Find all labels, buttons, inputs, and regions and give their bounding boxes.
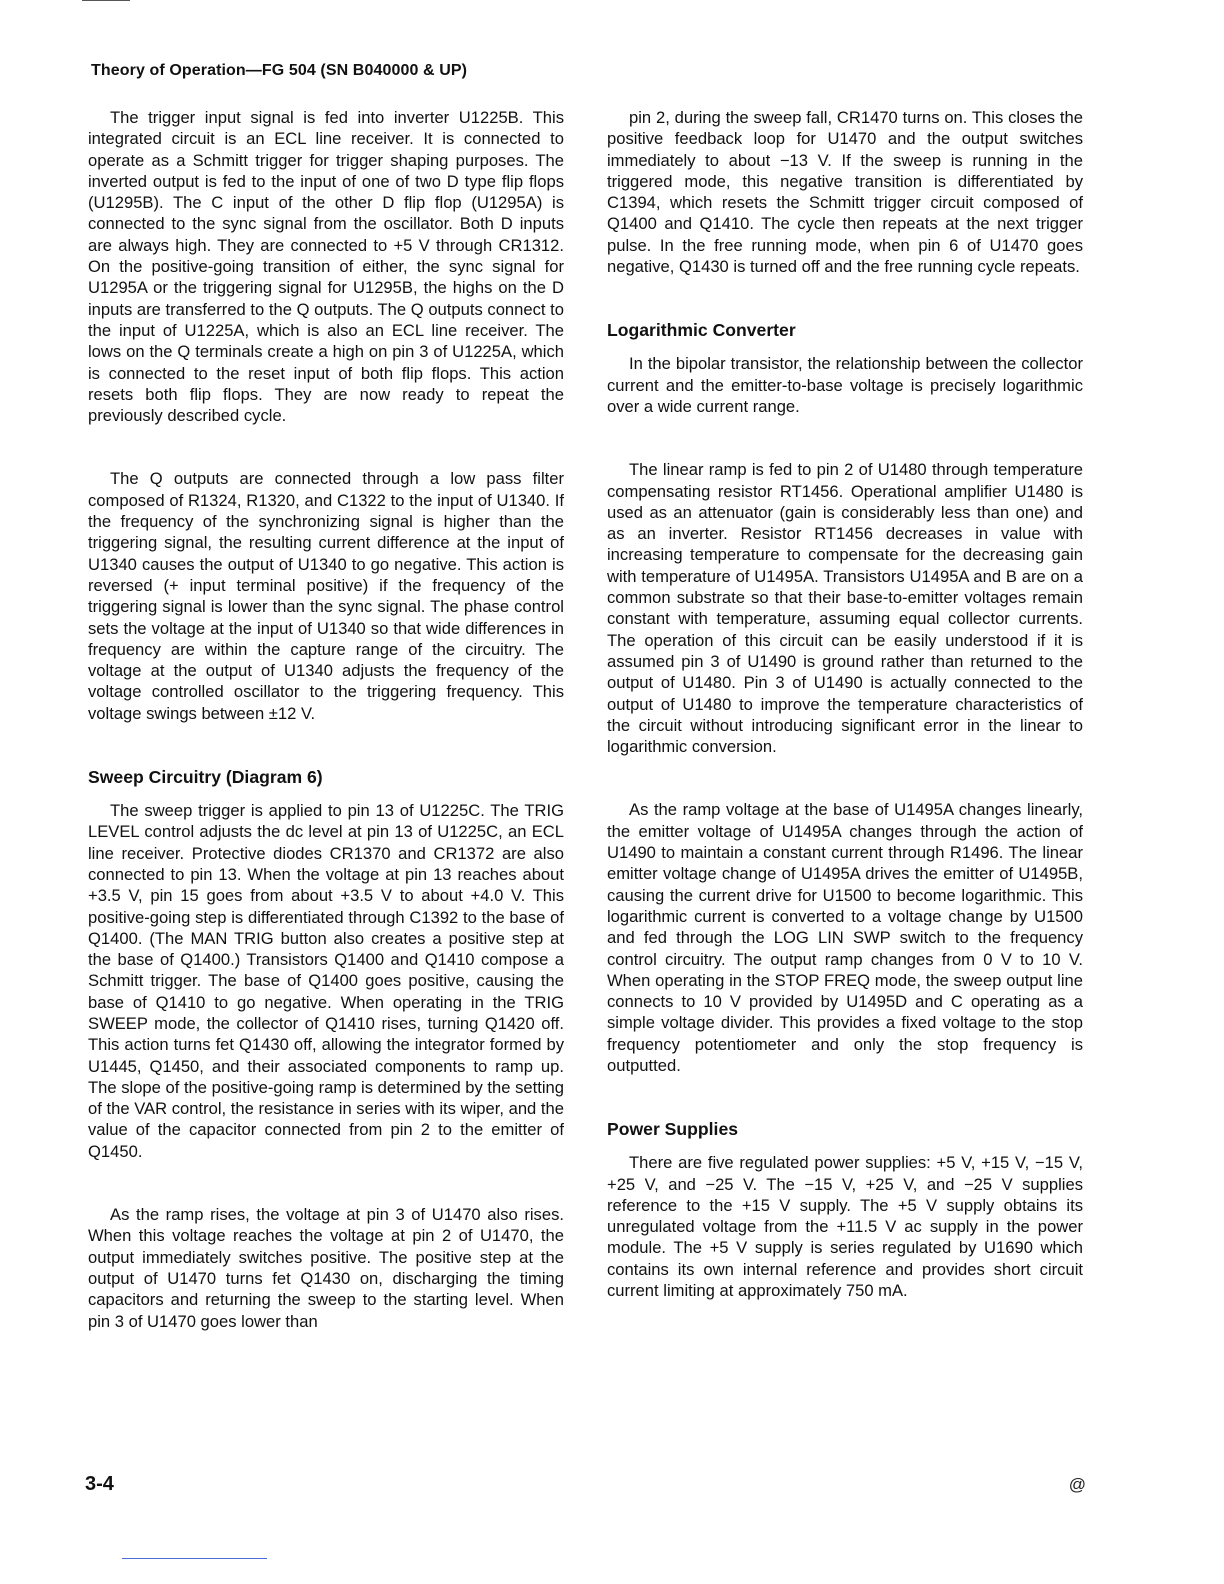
- page-number: 3-4: [85, 1473, 114, 1495]
- left-paragraph-ramp-rises: As the ramp rises, the voltage at pin 3 of U1470 also rises. When this voltage reaches the voltage at pin 2 of U1470, the output immediately switches positive. The positive step at the output of U1470 turns fet Q1430 on, discharging the timing capacitors and returning the sweep to the starting level. When pin 3 of U1470 goes lower than: [88, 1205, 564, 1331]
- heading-sweep-circuitry: Sweep Circuitry (Diagram 6): [88, 767, 323, 788]
- right-paragraph-sweep-fall: pin 2, during the sweep fall, CR1470 turns on. This closes the positive feedback loop for U1470 and the output switches immediately to about −13 V. If the sweep is running in the triggered mode, this negative transition is differentiated by C1394, which resets the Schmitt trigger circuit composed of Q1400 and Q1410. The cycle then repeats at the next trigger pulse. In the free running mode, when pin 6 of U1470 goes negative, Q1430 is turned off and the free running cycle repeats.: [607, 108, 1083, 277]
- left-paragraph-trigger-input: The trigger input signal is fed into inverter U1225B. This integrated circuit is an ECL line receiver. It is connected to operate as a Schmitt trigger for trigger shaping purposes. The inverted output is fed to the input of one of two D type flip flops (U1295B). The C input of the other D flip flop (U1295A) is connected to the sync signal from the oscillator. Both D inputs are always high. They are connected to +5 V through CR1312. On the positive-going transition of either, the sync signal for U1295A or the triggering signal for U1295B, the highs on the D inputs are transferred to the Q outputs. The Q outputs connect to the input of U1225A, which is also an ECL line receiver. The lows on the Q terminals create a high on pin 3 of U1225A, which is connected to the reset input of both flip flops. This action resets both flip flops. They are now ready to repeat the previously described cycle.: [88, 108, 564, 426]
- bottom-rule: [122, 1558, 267, 1559]
- left-paragraph-q-outputs: The Q outputs are connected through a low pass filter composed of R1324, R1320, and C1322 to the input of U1340. If the frequency of the synchronizing signal is higher than the triggering signal, the resulting current difference at the input of U1340 causes the output of U1340 to go negative. This action is reversed (+ input terminal positive) if the frequency of the triggering signal is lower than the sync signal. The phase control sets the voltage at the input of U1340 so that wide differences in frequency are within the capture range of the circuitry. The voltage at the output of U1340 adjusts the frequency of the voltage controlled oscillator to the triggering frequency. This voltage swings between ±12 V.: [88, 469, 564, 723]
- right-column: [607, 107, 1083, 1301]
- right-paragraph-bipolar-transistor: In the bipolar transistor, the relationship between the collector current and the emitter-to-base voltage is precisely logarithmic over a wide current range.: [607, 354, 1083, 416]
- right-paragraph-linear-ramp: The linear ramp is fed to pin 2 of U1480 through temperature compensating resistor RT1456. Operational amplifier U1480 is used as an attenuator (gain is considerably less than one) and as an inverter. Resistor RT1456 decreases in value with increasing temperature to compensate for the decreasing gain with temperature of U1495A. Transistors U1495A and B are on a common substrate so that their base-to-emitter voltages remain constant with temperature, assuming equal collector currents. The operation of this circuit can be easily understood if it is assumed pin 3 of U1490 is ground rather than returned to the output of U1480. Pin 3 of U1490 is actually connected to the output of U1480 to improve the temperature characteristics of the circuit without introducing significant error in the linear to logarithmic conversion.: [607, 460, 1083, 757]
- heading-logarithmic-converter: Logarithmic Converter: [607, 320, 796, 341]
- right-paragraph-ramp-voltage: As the ramp voltage at the base of U1495A changes linearly, the emitter voltage of U1495A changes through the action of U1490 to maintain a constant current through R1496. The linear emitter voltage change of U1495A drives the emitter of U1495B, causing the current drive for U1500 to become logarithmic. This logarithmic current is converted to a voltage change by U1500 and fed through the LOG LIN SWP switch to the frequency control circuitry. The output ramp changes from 0 V to 10 V. When operating in the STOP FREQ mode, the sweep output line connects to 10 V provided by U1495D and C operating as a simple voltage divider. This provides a fixed voltage to the stop frequency potentiometer and only the stop frequency is outputted.: [607, 800, 1083, 1075]
- footer-mark: @: [1068, 1475, 1086, 1494]
- heading-power-supplies: Power Supplies: [607, 1119, 739, 1140]
- left-column: [88, 107, 564, 1332]
- top-rule: [82, 0, 130, 1]
- left-paragraph-sweep-trigger: The sweep trigger is applied to pin 13 of U1225C. The TRIG LEVEL control adjusts the dc level at pin 13 of U1225C, an ECL line receiver. Protective diodes CR1370 and CR1372 are also connected to pin 13. When the voltage at pin 13 reaches about +3.5 V, pin 15 goes from about +3.5 V to about +4.0 V. This positive-going step is differentiated through C1392 to the base of Q1400. (The MAN TRIG button also creates a positive step at the base of Q1400.) Transistors Q1400 and Q1410 compose a Schmitt trigger. The base of Q1400 goes positive, causing the base of Q1410 to go negative. When operating in the TRIG SWEEP mode, the collector of Q1410 rises, turning Q1420 off. This action turns fet Q1430 off, allowing the integrator formed by U1445, Q1450, and their associated components to ramp up. The slope of the positive-going ramp is determined by the setting of the VAR control, the resistance in series with its wiper, and the value of the capacitor connected from pin 2 to the emitter of Q1450.: [88, 801, 564, 1161]
- right-paragraph-power-supplies: There are five regulated power supplies: +5 V, +15 V, −15 V, +25 V, and −25 V. The −15 V, +25 V, and −25 V supplies reference to the +15 V supply. The +5 V supply obtains its unregulated voltage from the +11.5 V ac supply in the power module. The +5 V supply is series regulated by U1690 which contains its own internal reference and provides short circuit current limiting at approximately 750 mA.: [607, 1153, 1083, 1301]
- running-head: Theory of Operation—FG 504 (SN B040000 & UP): [91, 62, 468, 79]
